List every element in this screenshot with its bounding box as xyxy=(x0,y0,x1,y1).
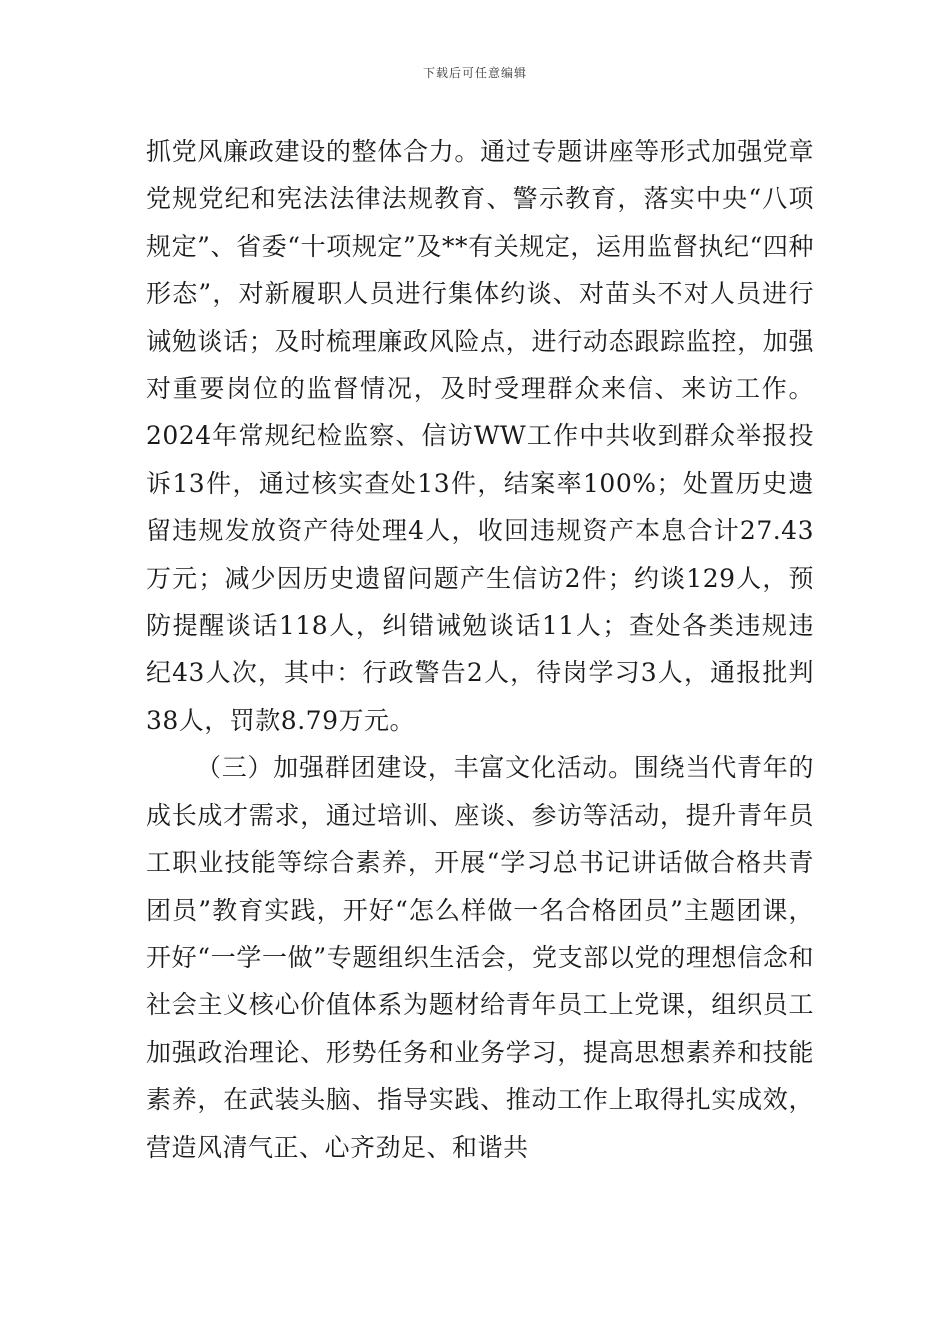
document-body xyxy=(146,128,814,1171)
paragraph-continuation: 抓党风廉政建设的整体合力。通过专题讲座等形式加强党章党规党纪和宪法法律法规教育、警示教育，落实中央“八项规定”、省委“十项规定”及**有关规定，运用监督执纪“四种形态”，对新履职人员进行集体约谈、对苗头不对人员进行诫勉谈话；及时梳理廉政风险点，进行动态跟踪监控，加强对重要岗位的监督情况，及时受理群众来信、来访工作。2024年常规纪检监察、信访WW工作中共收到群众举报投诉13件，通过核实查处13件，结案率100%；处置历史遗留违规发放资产待处理4人，收回违规资产本息合计27.43万元；减少因历史遗留问题产生信访2件；约谈129人，预防提醒谈话118人，纠错诫勉谈话11人；查处各类违规违纪43人次，其中：行政警告2人，待岗学习3人，通报批判38人，罚款8.79万元。 xyxy=(146,137,814,735)
paragraph-section-three: （三）加强群团建设，丰富文化活动。围绕当代青年的成长成才需求，通过培训、座谈、参访等活动，提升青年员工职业技能等综合素养，开展“学习总书记讲话做合格共青团员”教育实践，开好“怎么样做一名合格团员”主题团课，开好“一学一做”专题组织生活会，党支部以党的理想信念和社会主义核心价值体系为题材给青年员工上党课，组织员工加强政治理论、形势任务和业务学习，提高思想素养和技能素养，在武装头脑、指导实践、推动工作上取得扎实成效，营造风清气正、心齐劲足、和谐共 xyxy=(146,753,814,1162)
page-header: 下载后可任意编辑 xyxy=(422,66,527,80)
